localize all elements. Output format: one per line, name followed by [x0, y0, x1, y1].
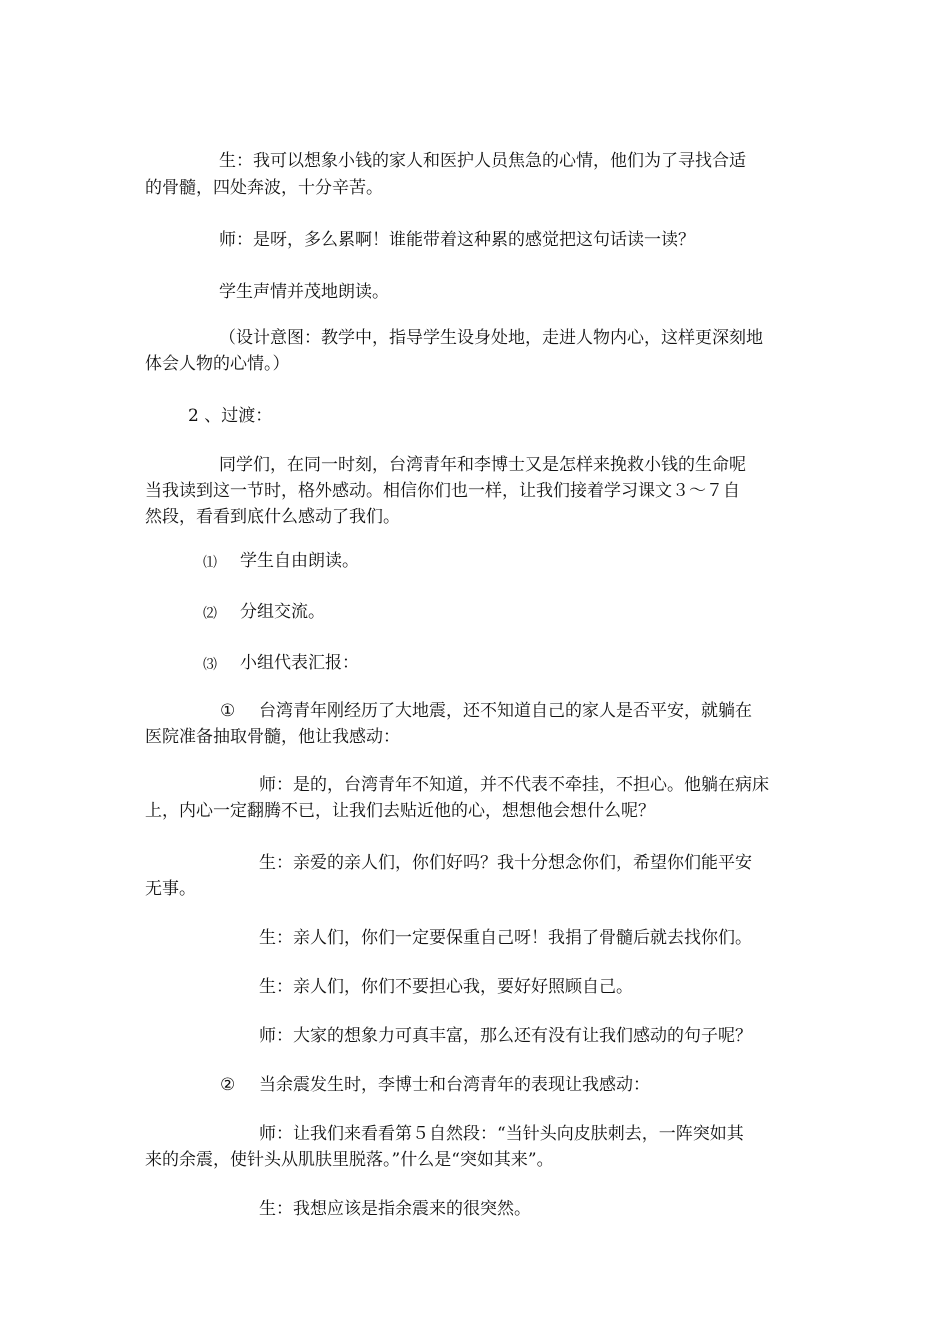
dialog-line: 上，内心一定翻腾不已，让我们去贴近他的心，想想他会想什么呢？: [145, 801, 655, 821]
step-number: ⑶: [203, 657, 217, 673]
paragraph-2: 师：是呀，多么累啊！谁能带着这种累的感觉把这句话读一读？: [219, 230, 695, 250]
dialog-line: 来的余震，使针头从肌肤里脱落。”什么是“突如其来”。: [145, 1150, 554, 1170]
transition-line-3: 然段，看看到底什么感动了我们。: [145, 507, 400, 527]
report-2-text: 当余震发生时，李博士和台湾青年的表现让我感动：: [259, 1075, 650, 1095]
paragraph-3: 学生声情并茂地朗读。: [219, 282, 389, 302]
dialog-line: 生：我想应该是指余震来的很突然。: [259, 1199, 531, 1219]
report-1-line-1: 台湾青年刚经历了大地震，还不知道自己的家人是否平安，就躺在: [259, 701, 752, 721]
dialog-line: 生：亲人们，你们不要担心我，要好好照顾自己。: [259, 977, 633, 997]
paragraph-1-line-1: 生：我可以想象小钱的家人和医护人员焦急的心情，他们为了寻找合适: [219, 151, 746, 171]
dialog-line: 生：亲爱的亲人们，你们好吗？我十分想念你们，希望你们能平安: [259, 853, 752, 873]
dialog-line: 师：大家的想象力可真丰富，那么还有没有让我们感动的句子呢？: [259, 1026, 752, 1046]
design-note-line-2: 体会人物的心情。）: [145, 354, 290, 374]
step-text: 小组代表汇报：: [240, 653, 359, 673]
dialog-line: 生：亲人们，你们一定要保重自己呀！我捐了骨髓后就去找你们。: [259, 928, 752, 948]
report-1-line-2: 医院准备抽取骨髓，他让我感动：: [145, 727, 400, 747]
design-note-line-1: （设计意图：教学中，指导学生设身处地，走进人物内心，这样更深刻地: [219, 328, 763, 348]
step-text: 分组交流。: [240, 602, 325, 622]
transition-line-1: 同学们，在同一时刻，台湾青年和李博士又是怎样来挽救小钱的生命呢: [219, 455, 746, 475]
transition-line-2: 当我读到这一节时，格外感动。相信你们也一样，让我们接着学习课文３～７自: [145, 481, 740, 501]
step-text: 学生自由朗读。: [240, 551, 359, 571]
report-1-number: ①: [220, 701, 236, 721]
section-heading: 2 、过渡：: [188, 406, 273, 426]
dialog-line: 无事。: [145, 879, 196, 899]
step-number: ⑴: [203, 555, 217, 571]
dialog-line: 师：让我们来看看第５自然段：“当针头向皮肤刺去，一阵突如其: [259, 1124, 744, 1144]
report-2-number: ②: [220, 1075, 236, 1095]
paragraph-1-line-2: 的骨髓，四处奔波，十分辛苦。: [145, 178, 383, 198]
dialog-line: 师：是的，台湾青年不知道，并不代表不牵挂，不担心。他躺在病床: [259, 775, 769, 795]
step-number: ⑵: [203, 606, 217, 622]
